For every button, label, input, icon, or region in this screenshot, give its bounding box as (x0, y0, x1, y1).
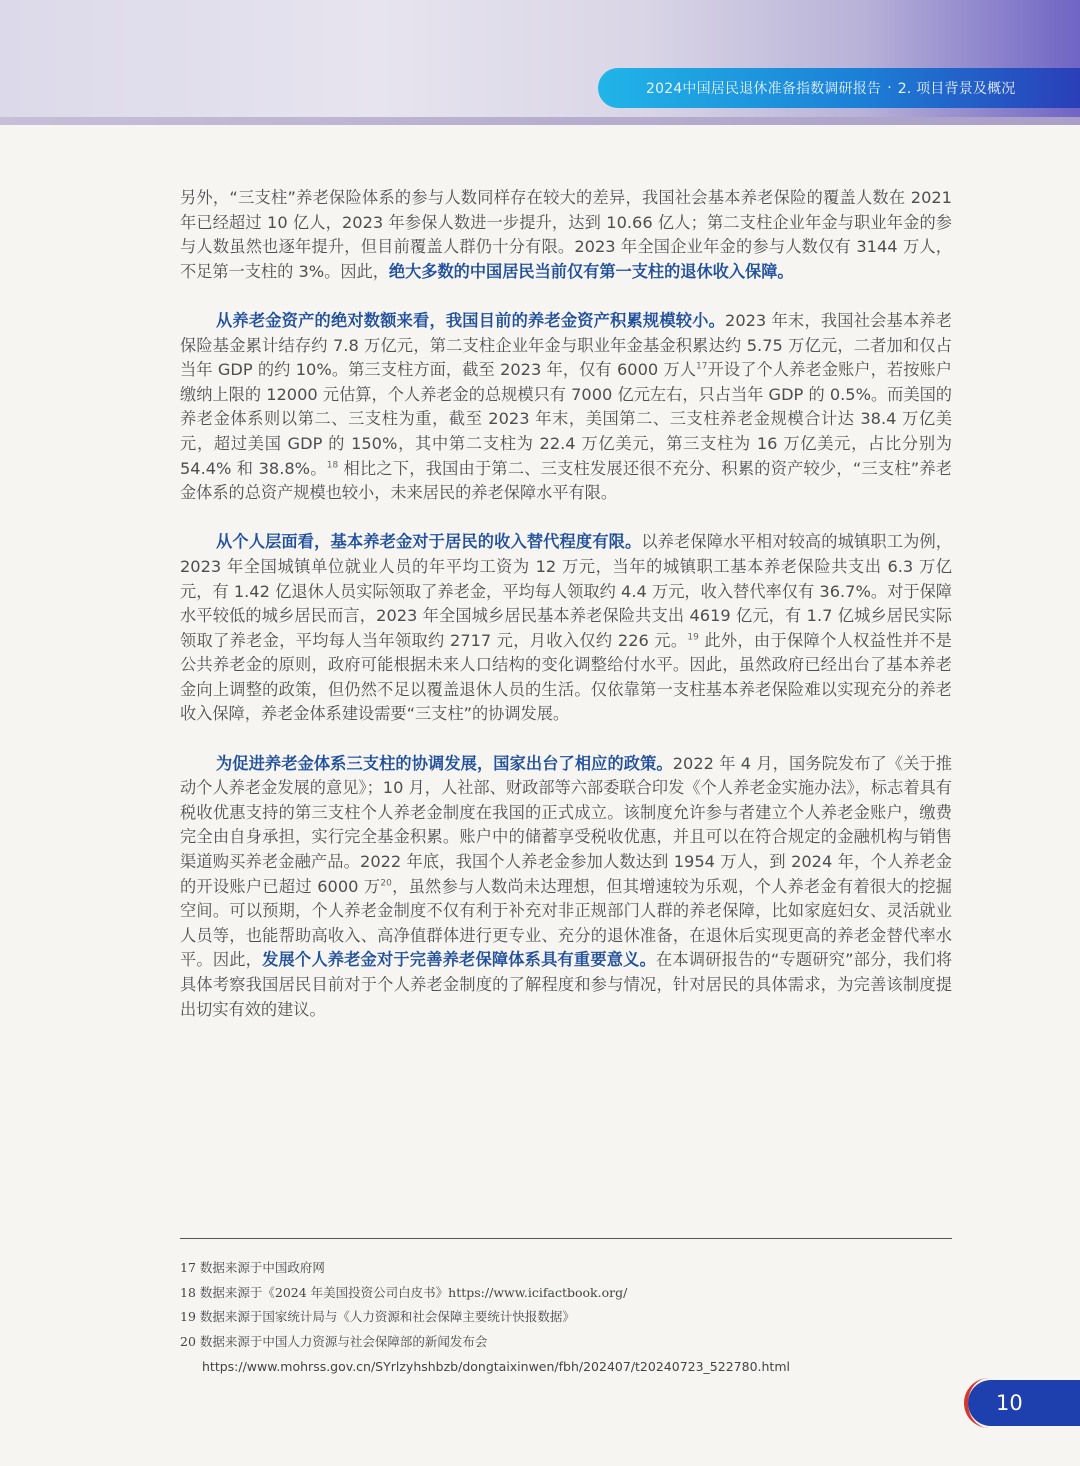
page-number: 10 (996, 1391, 1023, 1415)
paragraph-highlight: 绝大多数的中国居民当前仅有第一支柱的退休收入保障。 (388, 261, 794, 281)
paragraph-text: 在本调研报告的“专题研究”部分，我们将具体考察我国居民目前对于个人养老金制度的了解程度和参与情况，针对居民的具体需求，为完善该制度提出切实有效的建议。 (180, 950, 953, 1019)
paragraph-text: 开设了个人养老金账户，若按账户缴纳上限的 12000 元估算，个人养老金的总规模只有 7000 亿元左右，只占当年 GDP 的 0.5%。而美国的养老金体系则以第二、三支柱为重，截至 2023 年末，美国第二、三支柱养老金规模合计达 38.4 万亿美元，超过美国 GDP 的 150%，其中第二支柱为 22.4 万亿美元，第三支柱为 16 万亿美元，占比分别为 54.4% 和 38.8%。 (180, 360, 952, 478)
report-title: 2024中国居民退休准备指数调研报告 (646, 81, 882, 97)
footnote-divider (180, 1238, 952, 1239)
footnote-ref-18[interactable]: 18 (326, 460, 339, 471)
paragraph-text: 相比之下，我国由于第二、三支柱发展还很不充分、积累的资产较少，“三支柱”养老金体系的总资产规模也较小，未来居民的养老保障水平有限。 (180, 458, 952, 503)
footnote-19: 19 数据来源于国家统计局与《人力资源和社会保障主要统计快报数据》 (180, 1309, 575, 1325)
breadcrumb-separator: · (887, 80, 892, 96)
paragraph-highlight: 发展个人养老金对于完善养老保障体系具有重要意义。 (262, 950, 656, 970)
paragraph-lead: 从养老金资产的绝对数额来看，我国目前的养老金资产积累规模较小。 (216, 310, 726, 330)
paragraph-lead: 从个人层面看，基本养老金对于居民的收入替代程度有限。 (216, 532, 642, 552)
footnote-20-url[interactable]: https://www.mohrss.gov.cn/SYrlzyhshbzb/dongtaixinwen/fbh/202407/t20240723_522780.html (202, 1358, 790, 1374)
paragraph-2 (180, 309, 952, 506)
footnote-17: 17 数据来源于中国政府网 (180, 1260, 325, 1275)
paragraph-3 (180, 530, 952, 727)
footnote-20: 20 数据来源于中国人力资源与社会保障部的新闻发布会 (180, 1334, 488, 1350)
paragraph-text: ，虽然参与人数尚未达理想，但其增速较为乐观，个人养老金有着很大的挖掘空间。可以预期，个人养老金制度不仅有利于补充对非正规部门人群的养老保障，比如家庭妇女、灵活就业人员等，也能帮助高收入、高净值群体进行更专业、充分的退休准备，在退休后实现更高的养老金替代率水平。因此， (180, 876, 952, 970)
footnote-ref-20[interactable]: 20 (380, 878, 392, 889)
footnotes (180, 1256, 980, 1379)
paragraph-text: 此外，由于保障个人权益性并不是公共养老金的原则，政府可能根据未来人口结构的变化调整给付水平。因此，虽然政府已经出台了基本养老金向上调整的政策，但仍然不足以覆盖退休人员的生活。仅依靠第一支柱基本养老保险难以实现充分的养老收入保障，养老金体系建设需要“三支柱”的协调发展。 (180, 630, 952, 724)
section-title: 2. 项目背景及概况 (897, 81, 1016, 97)
paragraph-lead: 为促进养老金体系三支柱的协调发展，国家出台了相应的政策。 (216, 753, 673, 773)
paragraph-text: 另外，“三支柱”养老保险体系的参与人数同样存在较大的差异，我国社会基本养老保险的覆盖人数在 2021 年已经超过 10 亿人，2023 年参保人数进一步提升，达到 10.66 亿人；第二支柱企业年金与职业年金的参与人数虽然也逐年提升，但目前覆盖人群仍十分有限。2023 年全国企业年金的参与人数仅有 3144 万人，不足第一支柱的 3%。因此， (180, 188, 952, 281)
paragraph-1 (180, 186, 952, 284)
footnote-ref-19[interactable]: 19 (687, 632, 699, 643)
footnote-18[interactable]: 18 数据来源于《2024 年美国投资公司白皮书》https://www.icifactbook.org/ (180, 1284, 628, 1300)
header-breadcrumb (598, 68, 1080, 108)
page-number-badge (968, 1380, 1080, 1426)
footnote-ref-17[interactable]: 17 (696, 361, 708, 372)
paragraph-text: 2022 年 4 月，国务院发布了《关于推动个人养老金发展的意见》；10 月，人社部、财政部等六部委联合印发《个人养老金实施办法》，标志着具有税收优惠支持的第三支柱个人养老金制度在我国的正式成立。该制度允许参与者建立个人养老金账户，缴费完全由自身承担，实行完全基金积累。账户中的储蓄享受税收优惠，并且可以在符合规定的金融机构与销售渠道购买养老金融产品。2022 年底，我国个人养老金参加人数达到 1954 万人，到 2024 年，个人养老金的开设账户已超过 6000 万 (180, 753, 952, 896)
paragraph-text: 2023 年末，我国社会基本养老保险基金累计结存约 7.8 万亿元，第二支柱企业年金与职业年金基金积累达约 5.75 万亿元，二者加和仅占当年 GDP 的约 10%。第三支柱方面，截至 2023 年，仅有 6000 万人 (180, 310, 952, 380)
paragraph-text: 以养老保障水平相对较高的城镇职工为例，2023 年全国城镇单位就业人员的年平均工资为 12 万元，当年的城镇职工基本养老保险共支出 6.3 万亿元，有 1.42 亿退休人员实际领取了养老金，平均每人领取约 4.4 万元，收入替代率仅有 36.7%。对于保障水平较低的城乡居民而言，2023 年全国城乡居民基本养老保险共支出 4619 亿元，有 1.7 亿城乡居民实际领取了养老金，平均每人当年领取约 2717 元，月收入仅约 226 元。 (180, 532, 952, 650)
body-content (180, 186, 952, 1047)
paragraph-4 (180, 752, 952, 1023)
